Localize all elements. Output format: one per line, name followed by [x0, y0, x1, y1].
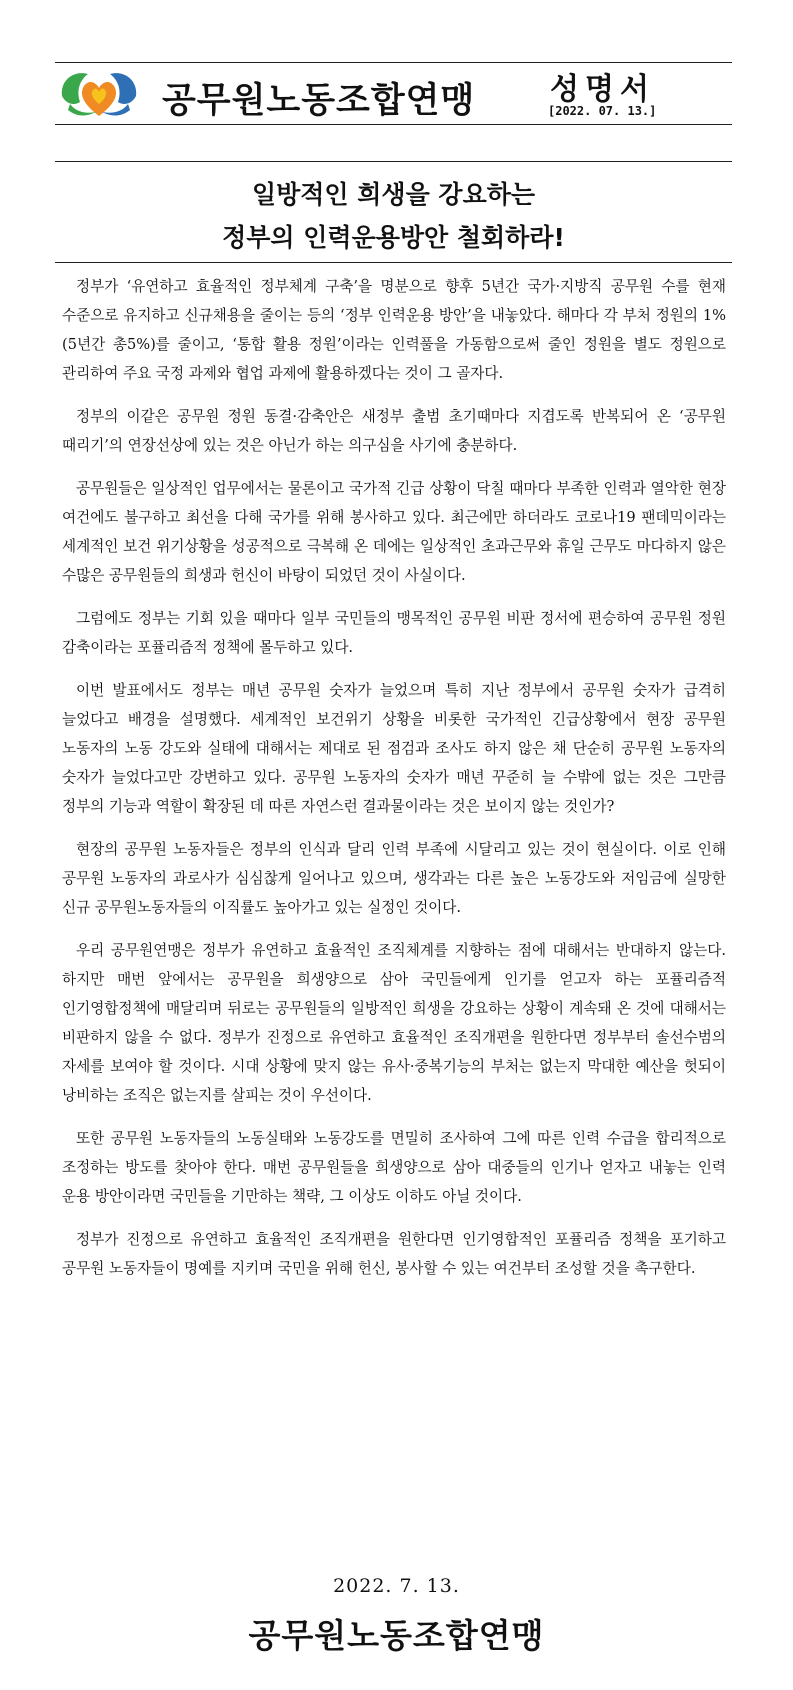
body-paragraph: 또한 공무원 노동자들의 노동실태와 노동강도를 면밀히 조사하여 그에 따른 인력 수급을 합리적으로 조정하는 방도를 찾아야 한다. 매번 공무원들을 희생양으로 삼아 대중들의 인기나 얻자고 내놓는 인력 운용 방안이라면 국민들을 기만하는 책략, 그 이상도 이하도 아닐 것이다. — [62, 1130, 726, 1205]
header-org-name: 공무원노동조합연맹 — [162, 81, 476, 121]
title-bottom-divider — [55, 262, 732, 263]
document-type-label: 성명서 — [550, 72, 655, 107]
statement-title-line-1: 일방적인 희생을 강요하는 — [251, 180, 536, 209]
body-paragraph: 그럼에도 정부는 기회 있을 때마다 일부 국민들의 맹목적인 공무원 비판 정서에 편승하여 공무원 정원 감축이라는 포퓰리즘적 정책에 몰두하고 있다. — [62, 610, 726, 656]
statement-title-line-2: 정부의 인력운용방안 철회하라! — [222, 223, 565, 252]
header-date: [2022. 07. 13.] — [548, 104, 657, 118]
union-logo-icon — [58, 66, 140, 120]
title-top-divider — [55, 161, 732, 162]
body-paragraph: 정부가 ‘유연하고 효율적인 정부체계 구축’을 명분으로 향후 5년간 국가·지방직 공무원 수를 현재 수준으로 유지하고 신규채용을 줄이는 등의 ‘정부 인력운용 방안’을 내놓았다. 해마다 각 부처 정원의 1%(5년간 총5%)를 줄이고, ‘통합 활용 정원’이라는 인력풀을 가동함으로써 줄인 정원을 별도 정원으로 관리하여 주요 국정 과제와 협업 과제에 활용하겠다는 것이 그 골자다. — [62, 278, 726, 382]
body-paragraph: 우리 공무원연맹은 정부가 유연하고 효율적인 조직체계를 지향하는 점에 대해서는 반대하지 않는다. 하지만 매번 앞에서는 공무원을 희생양으로 삼아 국민들에게 인기를 얻고자 하는 포퓰리즘적 인기영합정책에 매달리며 뒤로는 공무원들의 일방적인 희생을 강요하는 상황이 계속돼 온 것에 대해서는 비판하지 않을 수 없다. 정부가 진정으로 유연하고 효율적인 조직개편을 원한다면 정부부터 솔선수범의 자세를 보여야 할 것이다. 시대 상황에 맞지 않는 유사·중복기능의 부처는 없는지 막대한 예산을 헛되이 낭비하는 조직은 없는지를 살피는 것이 우선이다. — [62, 942, 726, 1104]
body-paragraph: 정부가 진정으로 유연하고 효율적인 조직개편을 원한다면 인기영합적인 포퓰리즘 정책을 포기하고 공무원 노동자들이 명예를 지키며 국민을 위해 헌신, 봉사할 수 있는 여건부터 조성할 것을 촉구한다. — [62, 1231, 726, 1277]
footer-date: 2022. 7. 13. — [333, 1575, 460, 1597]
body-paragraph: 정부의 이같은 공무원 정원 동결·감축안은 새정부 출범 초기때마다 지겹도록 반복되어 온 ‘공무원 때리기’의 연장선상에 있는 것은 아닌가 하는 의구심을 사기에 충분하다. — [62, 408, 726, 454]
body-paragraph: 현장의 공무원 노동자들은 정부의 인식과 달리 인력 부족에 시달리고 있는 것이 현실이다. 이로 인해 공무원 노동자의 과로사가 심심찮게 일어나고 있으며, 생각과는 다른 높은 노동강도와 저임금에 실망한 신규 공무원노동자들의 이직률도 높아가고 있는 실정인 것이다. — [62, 841, 726, 916]
footer-org-name: 공무원노동조합연맹 — [248, 1616, 545, 1655]
top-divider — [55, 62, 732, 63]
statement-body — [62, 272, 726, 1297]
body-paragraph: 이번 발표에서도 정부는 매년 공무원 숫자가 늘었으며 특히 지난 정부에서 공무원 숫자가 급격히 늘었다고 배경을 설명했다. 세계적인 보건위기 상황을 비롯한 국가적인 긴급상황에서 현장 공무원 노동자의 노동 강도와 실태에 대해서는 제대로 된 점검과 조사도 하지 않은 채 단순히 공무원 노동자의 숫자가 늘었다고만 강변하고 있다. 공무원 노동자의 숫자가 매년 꾸준히 늘 수밖에 없는 것은 그만큼 정부의 기능과 역할이 확장된 데 따른 자연스런 결과물이라는 것은 보이지 않는 것인가? — [62, 682, 726, 815]
body-paragraph: 공무원들은 일상적인 업무에서는 물론이고 국가적 긴급 상황이 닥칠 때마다 부족한 인력과 열악한 현장 여건에도 불구하고 최선을 다해 국가를 위해 봉사하고 있다. 최근에만 하더라도 코로나19 팬데믹이라는 세계적인 보건 위기상황을 성공적으로 극복해 온 데에는 일상적인 초과근무와 휴일 근무도 마다하지 않은 수많은 공무원들의 희생과 헌신이 바탕이 되었던 것이 사실이다. — [62, 480, 726, 584]
header-divider — [55, 124, 732, 125]
